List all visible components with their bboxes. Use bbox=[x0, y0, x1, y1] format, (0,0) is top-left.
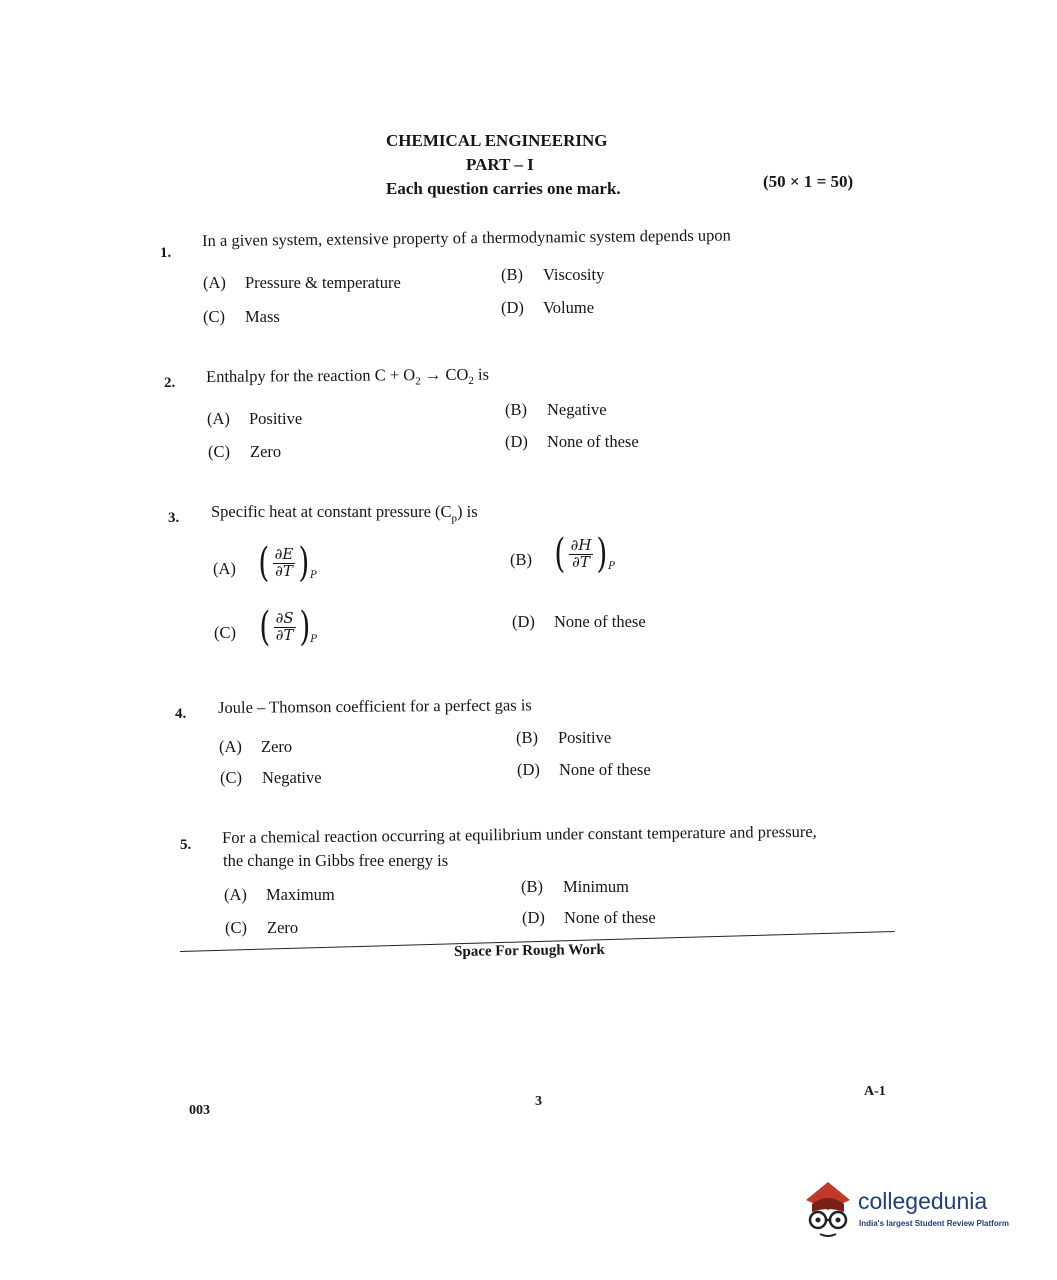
option-label: (C) bbox=[203, 307, 225, 326]
option-label: (A) bbox=[219, 737, 242, 756]
option-label: (D) bbox=[522, 908, 545, 927]
option-a bbox=[203, 273, 401, 293]
subscript: p bbox=[451, 512, 458, 525]
option-c bbox=[203, 307, 280, 327]
question-text-part: Enthalpy for the reaction C + O bbox=[206, 365, 416, 386]
option-d bbox=[517, 760, 651, 780]
option-b bbox=[516, 728, 611, 748]
option-a-label: (A) bbox=[213, 559, 236, 578]
option-c-label: (C) bbox=[214, 623, 236, 642]
fraction-numerator: ∂S bbox=[275, 608, 294, 627]
option-label: (D) bbox=[501, 298, 524, 317]
option-d bbox=[522, 908, 656, 928]
option-text: Maximum bbox=[266, 885, 335, 904]
option-text: Zero bbox=[267, 918, 299, 937]
series-code: A-1 bbox=[864, 1084, 886, 1099]
option-text: Positive bbox=[558, 728, 612, 747]
fraction bbox=[273, 544, 296, 580]
question-text-line-1: For a chemical reaction occurring at equilibrium under constant temperature and pressure, bbox=[222, 821, 817, 847]
question-number: 4. bbox=[175, 706, 187, 722]
option-text: Mass bbox=[245, 307, 280, 326]
option-text: None of these bbox=[554, 612, 646, 631]
question-text bbox=[206, 365, 489, 390]
fraction-numerator: ∂E bbox=[274, 544, 294, 563]
marks-scheme: (50 × 1 = 50) bbox=[763, 172, 854, 191]
option-label: (A) bbox=[207, 409, 230, 428]
paren-close: ) bbox=[298, 540, 310, 586]
option-text: Negative bbox=[547, 400, 607, 419]
option-d bbox=[501, 298, 594, 318]
option-c bbox=[220, 768, 322, 788]
paper-code: 003 bbox=[189, 1103, 210, 1118]
option-label: (D) bbox=[517, 760, 540, 779]
option-label: (D) bbox=[512, 612, 535, 631]
option-text: None of these bbox=[559, 760, 651, 779]
fraction bbox=[569, 535, 594, 571]
option-label: (B) bbox=[521, 877, 543, 896]
option-text: Pressure & temperature bbox=[245, 273, 401, 292]
subscript: P bbox=[310, 634, 317, 645]
subscript: 2 bbox=[415, 375, 421, 388]
option-b bbox=[501, 265, 604, 285]
rough-work-label: Space For Rough Work bbox=[454, 941, 605, 960]
fraction-denominator: ∂T bbox=[275, 561, 293, 580]
question-number: 1. bbox=[160, 245, 172, 261]
marks-instruction: Each question carries one mark. bbox=[386, 179, 621, 198]
option-text: Zero bbox=[261, 737, 293, 756]
option-label: (B) bbox=[501, 265, 523, 284]
fraction-denominator: ∂T bbox=[275, 625, 294, 644]
option-a bbox=[224, 885, 335, 905]
question-text-part: Specific heat at constant pressure (C bbox=[211, 502, 452, 521]
option-text: Minimum bbox=[563, 877, 630, 896]
question-text-line-2: the change in Gibbs free energy is bbox=[223, 851, 449, 870]
option-text: Volume bbox=[543, 298, 595, 317]
option-label: (B) bbox=[505, 400, 527, 419]
question-number: 3. bbox=[168, 510, 180, 526]
option-text: None of these bbox=[564, 908, 656, 927]
subscript: P bbox=[309, 570, 317, 581]
fraction-denominator: ∂T bbox=[572, 552, 590, 571]
option-text: Zero bbox=[250, 442, 282, 461]
option-text: None of these bbox=[547, 432, 639, 451]
option-b-label: (B) bbox=[510, 550, 532, 569]
option-b-formula bbox=[552, 531, 615, 577]
question-text-part: is bbox=[473, 364, 490, 384]
question-text: Joule – Thomson coefficient for a perfect gas is bbox=[218, 695, 532, 717]
option-c bbox=[225, 918, 298, 938]
option-label: (C) bbox=[225, 918, 247, 937]
option-a bbox=[207, 409, 302, 429]
option-d bbox=[505, 432, 639, 452]
option-c bbox=[208, 442, 281, 462]
option-label: (C) bbox=[220, 768, 242, 787]
fraction-numerator: ∂H bbox=[570, 535, 592, 554]
paren-open: ( bbox=[259, 604, 271, 650]
paren-open: ( bbox=[554, 531, 566, 577]
subscript: P bbox=[608, 561, 615, 572]
question-text bbox=[211, 502, 478, 524]
exam-subject-title: CHEMICAL ENGINEERING bbox=[386, 131, 608, 150]
subscript: 2 bbox=[468, 374, 474, 388]
mascot-icon bbox=[798, 1176, 856, 1240]
option-text: Positive bbox=[249, 409, 303, 428]
page-number: 3 bbox=[535, 1094, 542, 1109]
option-label: (A) bbox=[224, 885, 247, 904]
brand-name: collegedunia bbox=[858, 1188, 988, 1214]
option-label: (A) bbox=[203, 273, 226, 292]
option-text: Negative bbox=[262, 768, 322, 787]
option-d bbox=[512, 612, 646, 632]
option-label: (C) bbox=[208, 442, 230, 461]
paren-open: ( bbox=[258, 540, 270, 586]
option-b bbox=[505, 400, 607, 420]
brand-tagline: India's largest Student Review Platform bbox=[859, 1219, 1009, 1228]
option-c-formula bbox=[257, 604, 317, 650]
part-heading: PART – I bbox=[466, 155, 534, 174]
question-number: 5. bbox=[180, 837, 192, 853]
option-label: (D) bbox=[505, 432, 528, 451]
paren-close: ) bbox=[596, 531, 608, 577]
paren-close: ) bbox=[298, 604, 310, 650]
option-a bbox=[219, 737, 292, 757]
option-text: Viscosity bbox=[543, 265, 605, 284]
fraction bbox=[274, 608, 296, 644]
question-text-part: → CO bbox=[420, 364, 469, 385]
collegedunia-watermark bbox=[798, 1176, 1038, 1246]
option-b bbox=[521, 877, 629, 897]
question-text-part: ) is bbox=[457, 502, 478, 521]
option-a-formula bbox=[256, 540, 317, 586]
option-label: (B) bbox=[516, 728, 538, 747]
question-text: In a given system, extensive property of a thermodynamic system depends upon bbox=[202, 225, 731, 250]
question-number: 2. bbox=[164, 375, 176, 391]
